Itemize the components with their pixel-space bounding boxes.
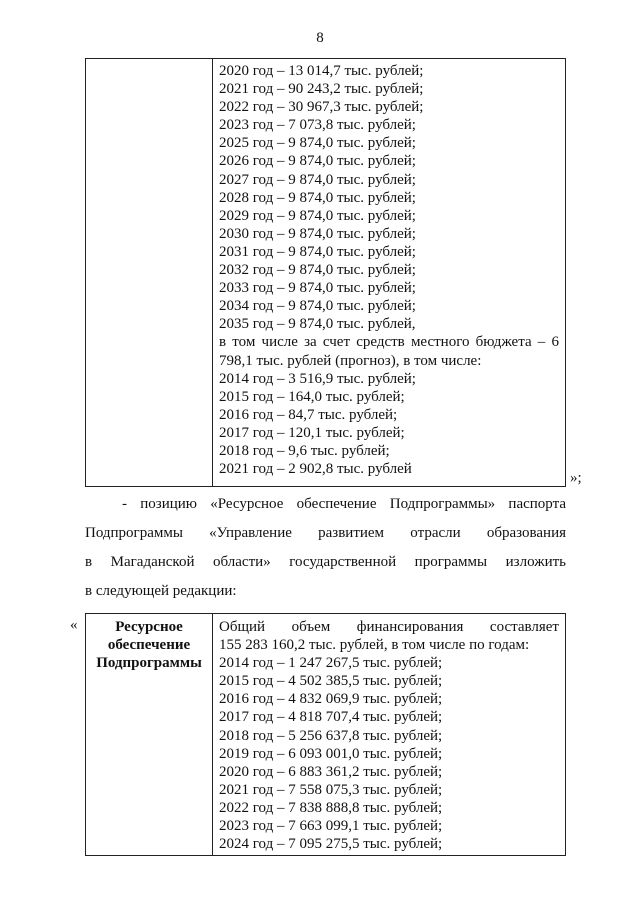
funding-year-line: 2031 год – 9 874,0 тыс. рублей; xyxy=(219,243,416,260)
funding-year-line: 2021 год – 7 558 075,3 тыс. рублей; xyxy=(219,781,443,798)
intro-line: 155 283 160,2 тыс. рублей, в том числе по годам: xyxy=(219,637,530,654)
table-left-cell xyxy=(86,59,213,486)
funding-year-line: 2024 год – 7 095 275,5 тыс. рублей; xyxy=(219,836,443,853)
local-year-line: 2015 год – 164,0 тыс. рублей; xyxy=(219,388,405,405)
funding-year-line: 2015 год – 4 502 385,5 тыс. рублей; xyxy=(219,673,443,690)
local-year-line: 2021 год – 2 902,8 тыс. рублей xyxy=(219,461,412,478)
local-year-line: 2016 год – 84,7 тыс. рублей; xyxy=(219,406,398,423)
table-right-cell xyxy=(219,62,559,478)
paragraph-line: в следующей редакции: xyxy=(85,583,237,599)
funding-year-line: 2023 год – 7 663 099,1 тыс. рублей; xyxy=(219,818,443,835)
paragraph-line: Подпрограммы «Управление развитием отрасли образования xyxy=(85,525,566,541)
paragraph-line: в Магаданской области» государственной программы изложить xyxy=(85,554,566,570)
funding-year-line: 2022 год – 30 967,3 тыс. рублей; xyxy=(219,99,424,116)
resource-provision-table xyxy=(85,613,566,856)
intro-line: Общий объем финансирования составляет xyxy=(219,619,559,635)
local-year-line: 2017 год – 120,1 тыс. рублей; xyxy=(219,424,405,441)
funding-year-line: 2026 год – 9 874,0 тыс. рублей; xyxy=(219,153,416,170)
local-year-line: 2018 год – 9,6 тыс. рублей; xyxy=(219,442,390,459)
funding-year-line: 2018 год – 5 256 637,8 тыс. рублей; xyxy=(219,727,443,744)
funding-year-line: 2029 год – 9 874,0 тыс. рублей; xyxy=(219,207,416,224)
funding-year-line: 2030 год – 9 874,0 тыс. рублей; xyxy=(219,225,416,242)
funding-year-line: 2022 год – 7 838 888,8 тыс. рублей; xyxy=(219,799,443,816)
funding-table-continued xyxy=(85,58,566,487)
local-year-line: 2014 год – 3 516,9 тыс. рублей; xyxy=(219,370,416,387)
closing-quote: »; xyxy=(570,470,582,486)
funding-year-line: 2020 год – 6 883 361,2 тыс. рублей; xyxy=(219,763,443,780)
funding-year-line: 2025 год – 9 874,0 тыс. рублей; xyxy=(219,135,416,152)
local-budget-text: в том числе за счет средств местного бюджета – 6 798,1 тыс. рублей (прогноз), в том числе: xyxy=(219,334,559,369)
resource-provision-value xyxy=(219,618,559,853)
funding-year-line: 2023 год – 7 073,8 тыс. рублей; xyxy=(219,117,416,134)
page-number: 8 xyxy=(316,30,324,46)
funding-year-line: 2028 год – 9 874,0 тыс. рублей; xyxy=(219,189,416,206)
amendment-paragraph xyxy=(85,490,566,606)
opening-quote: « xyxy=(70,617,78,633)
funding-year-line: 2020 год – 13 014,7 тыс. рублей; xyxy=(219,63,424,79)
funding-year-line: 2034 год – 9 874,0 тыс. рублей; xyxy=(219,298,416,315)
funding-year-line: 2035 год – 9 874,0 тыс. рублей, xyxy=(219,316,416,333)
funding-year-line: 2014 год – 1 247 267,5 тыс. рублей; xyxy=(219,655,443,672)
funding-year-line: 2016 год – 4 832 069,9 тыс. рублей; xyxy=(219,691,443,708)
funding-year-line: 2017 год – 4 818 707,4 тыс. рублей; xyxy=(219,709,443,726)
funding-year-line: 2021 год – 90 243,2 тыс. рублей; xyxy=(219,81,424,98)
funding-year-line: 2019 год – 6 093 001,0 тыс. рублей; xyxy=(219,745,443,762)
paragraph-line: - позицию «Ресурсное обеспечение Подпрограммы» паспорта xyxy=(122,496,566,512)
resource-provision-label: Ресурсное обеспечение Подпрограммы xyxy=(86,614,213,855)
funding-year-line: 2027 год – 9 874,0 тыс. рублей; xyxy=(219,171,416,188)
funding-year-line: 2032 год – 9 874,0 тыс. рублей; xyxy=(219,262,416,279)
funding-year-line: 2033 год – 9 874,0 тыс. рублей; xyxy=(219,280,416,297)
